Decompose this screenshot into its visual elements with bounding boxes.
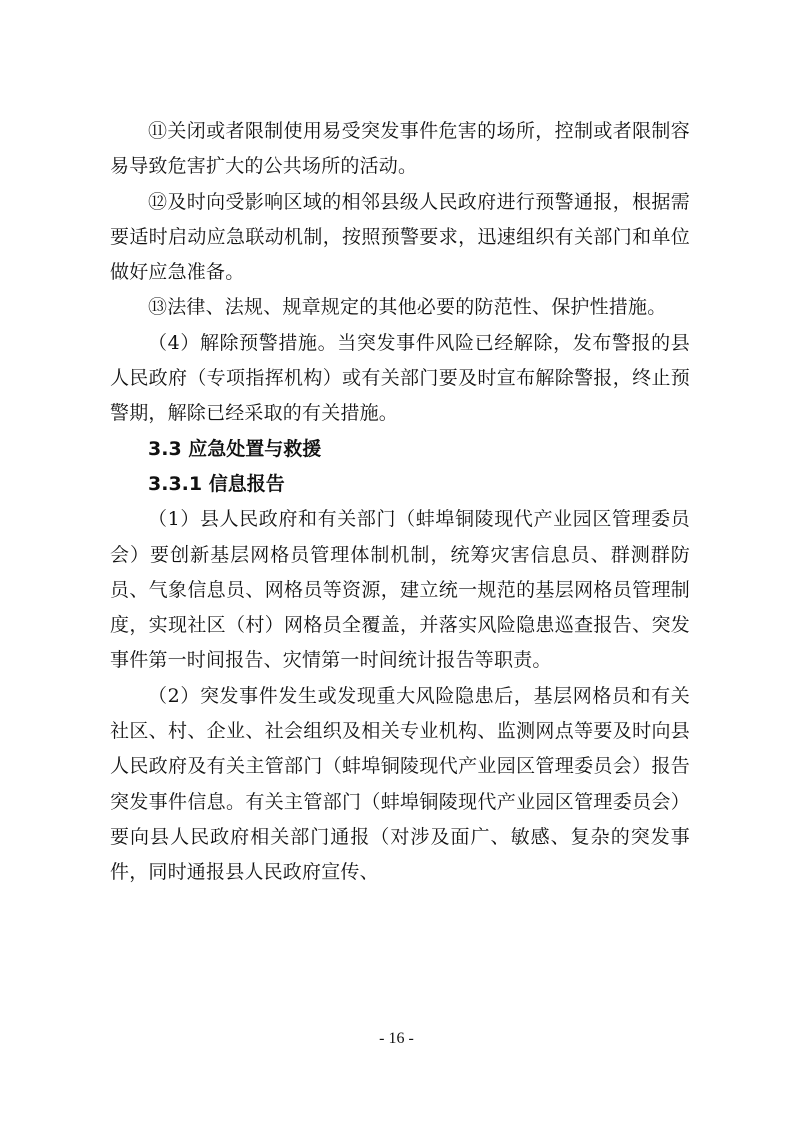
paragraph-item-12: ⑫及时向受影响区域的相邻县级人民政府进行预警通报，根据需要适时启动应急联动机制，按照预警要求，迅速组织有关部门和单位做好应急准备。: [110, 190, 690, 284]
page-number: - 16 -: [379, 1030, 414, 1047]
paragraph-item-13: ⑬法律、法规、规章规定的其他必要的防范性、保护性措施。: [148, 296, 667, 319]
paragraph-info-report-1: （1）县人民政府和有关部门（蚌埠铜陵现代产业园区管理委员会）要创新基层网格员管理体制机制，统筹灾害信息员、群测群防员、气象信息员、网格员等资源，建立统一规范的基层网格员管理制度，实现社区（村）网格员全覆盖，并落实风险隐患巡查报告、突发事件第一时间报告、灾情第一时间统计报告等职责。: [110, 508, 690, 672]
section-heading-3-3: 3.3 应急处置与救援: [148, 437, 322, 460]
section-heading-3-3-1: 3.3.1 信息报告: [148, 472, 285, 495]
document-body: [110, 114, 690, 891]
paragraph-lift-warning: （4）解除预警措施。当突发事件风险已经解除，发布警报的县人民政府（专项指挥机构）或有关部门要及时宣布解除警报，终止预警期，解除已经采取的有关措施。: [110, 331, 690, 425]
paragraph-info-report-2: （2）突发事件发生或发现重大风险隐患后，基层网格员和有关社区、村、企业、社会组织及相关专业机构、监测网点等要及时向县人民政府及有关主管部门（蚌埠铜陵现代产业园区管理委员会）报告突发事件信息。有关主管部门（蚌埠铜陵现代产业园区管理委员会）要向县人民政府相关部门通报（对涉及面广、敏感、复杂的突发事件，同时通报县人民政府宣传、: [110, 684, 690, 884]
paragraph-item-11: ⑪关闭或者限制使用易受突发事件危害的场所，控制或者限制容易导致危害扩大的公共场所的活动。: [110, 120, 690, 178]
